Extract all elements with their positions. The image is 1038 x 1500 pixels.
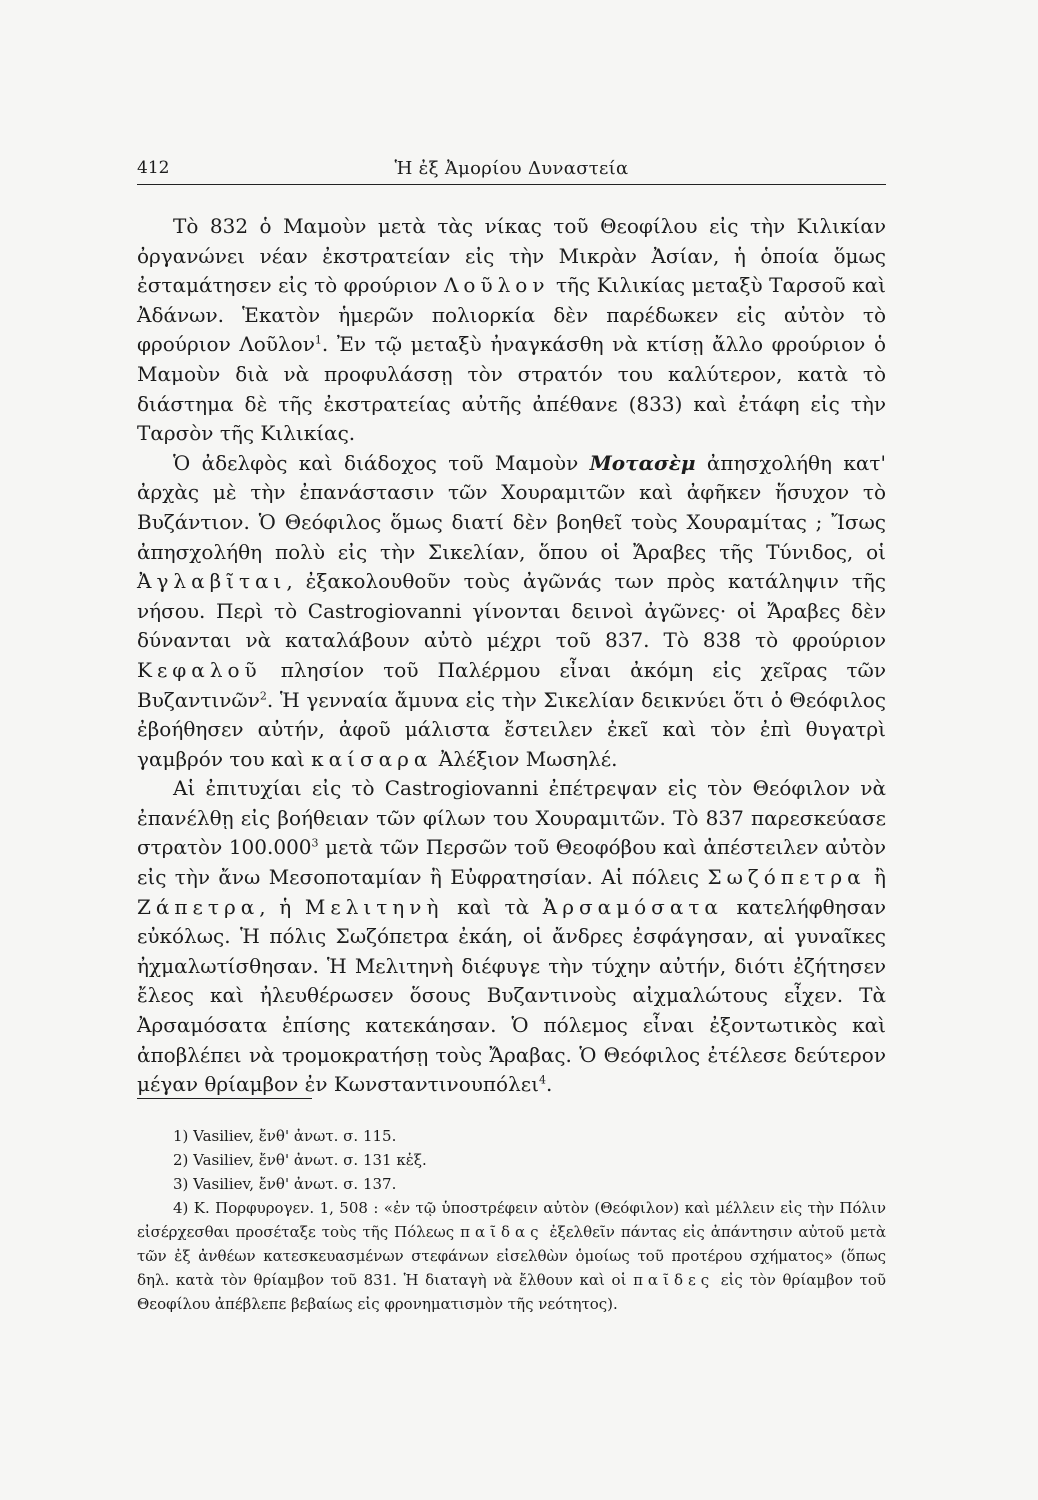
text-run: καὶ τὰ — [443, 894, 543, 919]
footnote-ref-2: 2 — [259, 688, 267, 702]
spaced-word: Λοῦλον — [443, 273, 550, 298]
spaced-word: Μελιτηνὴ — [304, 894, 444, 919]
footnote-ref-1: 1 — [314, 333, 322, 347]
paragraph-3 — [137, 774, 886, 1100]
text-run: τῆς Κιλικίας μεταξὺ Ταρσοῦ καὶ Ἀδάνων. Ἑκατὸν ἡμερῶν πολιορκία δὲν παρέδωκεν εἰς αὐτὸν τὸ φρούριον Λοῦλον — [137, 273, 886, 357]
spaced-word: παῖδας — [460, 1223, 544, 1241]
text-run: πλησίον τοῦ Παλέρμου εἶναι ἀκόμη εἰς χεῖρας τῶν Βυζαντινῶν — [137, 657, 886, 712]
page-number: 412 — [137, 158, 170, 178]
footnote-3: 3) Vasiliev, ἔνθ' ἀνωτ. σ. 137. — [173, 1175, 397, 1193]
spaced-word: Ἀρσαμόσατα — [542, 894, 723, 919]
footnote-2: 2) Vasiliev, ἔνθ' ἀνωτ. σ. 131 κἑξ. — [173, 1151, 427, 1169]
text-run: Ὁ ἀδελφὸς καὶ διάδοχος τοῦ Μαμοὺν — [173, 450, 590, 475]
text-run: κατελήφθησαν εὐκόλως. Ἡ πόλις Σωζόπετρα ἐκάη, οἱ ἄνδρες ἐσφάγησαν, αἱ γυναῖκες ἠχμαλωτίσθησαν. Ἡ Μελιτηνὴ διέφυγε τὴν τύχην αὐτήν, διότι ἐζήτησεν ἔλεος καὶ ἠλευθέρωσεν ὅσους Βυζαντινοὺς αἰχμαλώτους εἶχεν. Τὰ Ἀρσαμόσατα ἐπίσης κατεκάησαν. Ὁ πόλεμος εἶναι ἐξοντωτικὸς καὶ ἀποβλέπει νὰ τρομοκρατήσῃ τοὺς Ἄραβας. Ὁ Θεόφιλος ἐτέλεσε δεύτερον μέγαν θρίαμβον ἐν Κωνσταντινουπόλει — [137, 894, 886, 1097]
text-run: 4) Κ. Πορφυρογεν. 1, 508 : «ἐν τῷ ὑποστρέφειν αὐτὸν (Θεόφιλον) καὶ μέλλειν εἰς τὴν Πόλιν εἰσέρχεσθαι προσέταξε τοὺς τῆς Πόλεως — [137, 1199, 886, 1241]
text-run: . Ἐν τῷ μεταξὺ ἠναγκάσθη νὰ κτίσῃ ἄλλο φρούριον ὁ Μαμοὺν διὰ νὰ προφυλάσσῃ τὸν στρατόν του καλύτερον, κατὰ τὸ διάστημα δὲ τῆς ἐκστρατείας αὐτῆς ἀπέθανε (833) καὶ ἐτάφη εἰς τὴν Ταρσὸν τῆς Κιλικίας. — [137, 332, 886, 446]
text-run: . Ἡ γενναία ἄμυνα εἰς τὴν Σικελίαν δεικνύει ὅτι ὁ Θεόφιλος ἐβοήθησεν αὐτήν, ἀφοῦ μάλιστα ἔστειλεν ἐκεῖ καὶ τὸν ἐπὶ θυγατρὶ γαμβρόν του καὶ — [137, 687, 886, 771]
footnote-4 — [137, 1196, 886, 1316]
text-run: Τὸ 832 ὁ Μαμοὺν μετὰ τὰς νίκας τοῦ Θεοφίλου εἰς τὴν Κιλικίαν ὀργανώνει νέαν ἐκστρατείαν εἰς τὴν Μικρὰν Ἀσίαν, ἡ ὁποία ὅμως ἐσταμάτησεν εἰς τὸ φρούριον — [137, 214, 886, 298]
text-run: , ἐξακολουθοῦν τοὺς ἀγῶνάς των πρὸς κατάληψιν τῆς νήσου. Περὶ τὸ Castrogiovanni γίνονται δεινοὶ ἀγῶνες· οἱ Ἄραβες δὲν δύνανται νὰ καταλάβουν αὐτὸ μέχρι τοῦ 837. Τὸ 838 τὸ φρούριον — [137, 569, 886, 653]
footnote-1: 1) Vasiliev, ἔνθ' ἀνωτ. σ. 115. — [173, 1127, 397, 1145]
text-run: εἰς τὸν θρίαμβον τοῦ Θεοφίλου ἀπέβλεπε βεβαίως εἰς φρονηματισμὸν τῆς νεότητος). — [137, 1271, 887, 1313]
footnote-rule — [137, 1098, 312, 1099]
paragraph-2 — [137, 449, 886, 775]
text-run: , ἡ — [259, 894, 305, 919]
paragraph-1 — [137, 212, 886, 449]
spaced-word: παῖδες — [633, 1271, 715, 1289]
page-header — [137, 158, 886, 185]
footnote-ref-3: 3 — [311, 836, 319, 850]
bold-name: Μοτασὲμ — [589, 450, 696, 475]
text-run: . — [545, 1072, 553, 1097]
body-text — [137, 212, 886, 1100]
spaced-word: καίσαρα — [311, 746, 433, 771]
spaced-word: Ἀγλαβῖται — [137, 569, 287, 594]
text-run: Αἱ ἐπιτυχίαι εἰς τὸ Castrogiovanni ἐπέτρεψαν εἰς τὸν Θεόφιλον νὰ ἐπανέλθῃ εἰς βοήθειαν τῶν φίλων του Χουραμιτῶν. Τὸ 837 παρεσκεύασε στρατὸν 100.000 — [137, 776, 886, 860]
text-run: ἀπησχολήθη κατ' ἀρχὰς μὲ τὴν ἐπανάστασιν τῶν Χουραμιτῶν καὶ ἀφῆκεν ἥσυχον τὸ Βυζάντιον. Ὁ Θεόφιλος ὅμως διατί δὲν βοηθεῖ τοὺς Χουραμίτας ; Ἴσως ἀπησχολήθη πολὺ εἰς τὴν Σικελίαν, ὅπου οἱ Ἄραβες τῆς Τύνιδος, οἱ — [137, 450, 886, 564]
text-run: ἢ — [865, 865, 886, 890]
spaced-word: Σωζόπετρα — [707, 865, 866, 890]
spaced-word: Ζάπετρα — [137, 894, 260, 919]
text-run: ἐξελθεῖν πάντας εἰς ἀπάντησιν αὐτοῦ μετὰ τῶν ἐξ ἀνθέων κατεσκευασμένων στεφάνων εἰσελθὼν ὁμοίως τοῦ προτέρου σχήματος» (ὅπως δηλ. κατὰ τὸν θρίαμβον τοῦ 831. Ἡ διαταγὴ νὰ ἔλθουν καὶ οἱ — [137, 1223, 886, 1289]
text-run: Ἀλέξιον Μωσηλέ. — [432, 746, 618, 771]
running-title: Ἡ ἐξ Ἀμορίου Δυναστεία — [394, 158, 629, 179]
footnote-ref-4: 4 — [538, 1073, 546, 1087]
text-run: μετὰ τῶν Περσῶν τοῦ Θεοφόβου καὶ ἀπέστειλεν αὐτὸν εἰς τὴν ἄνω Μεσοποταμίαν ἢ Εὐφρατησίαν. Αἱ πόλεις — [137, 835, 886, 890]
spaced-word: Κεφαλοῦ — [137, 657, 262, 682]
footnotes — [137, 1124, 886, 1316]
